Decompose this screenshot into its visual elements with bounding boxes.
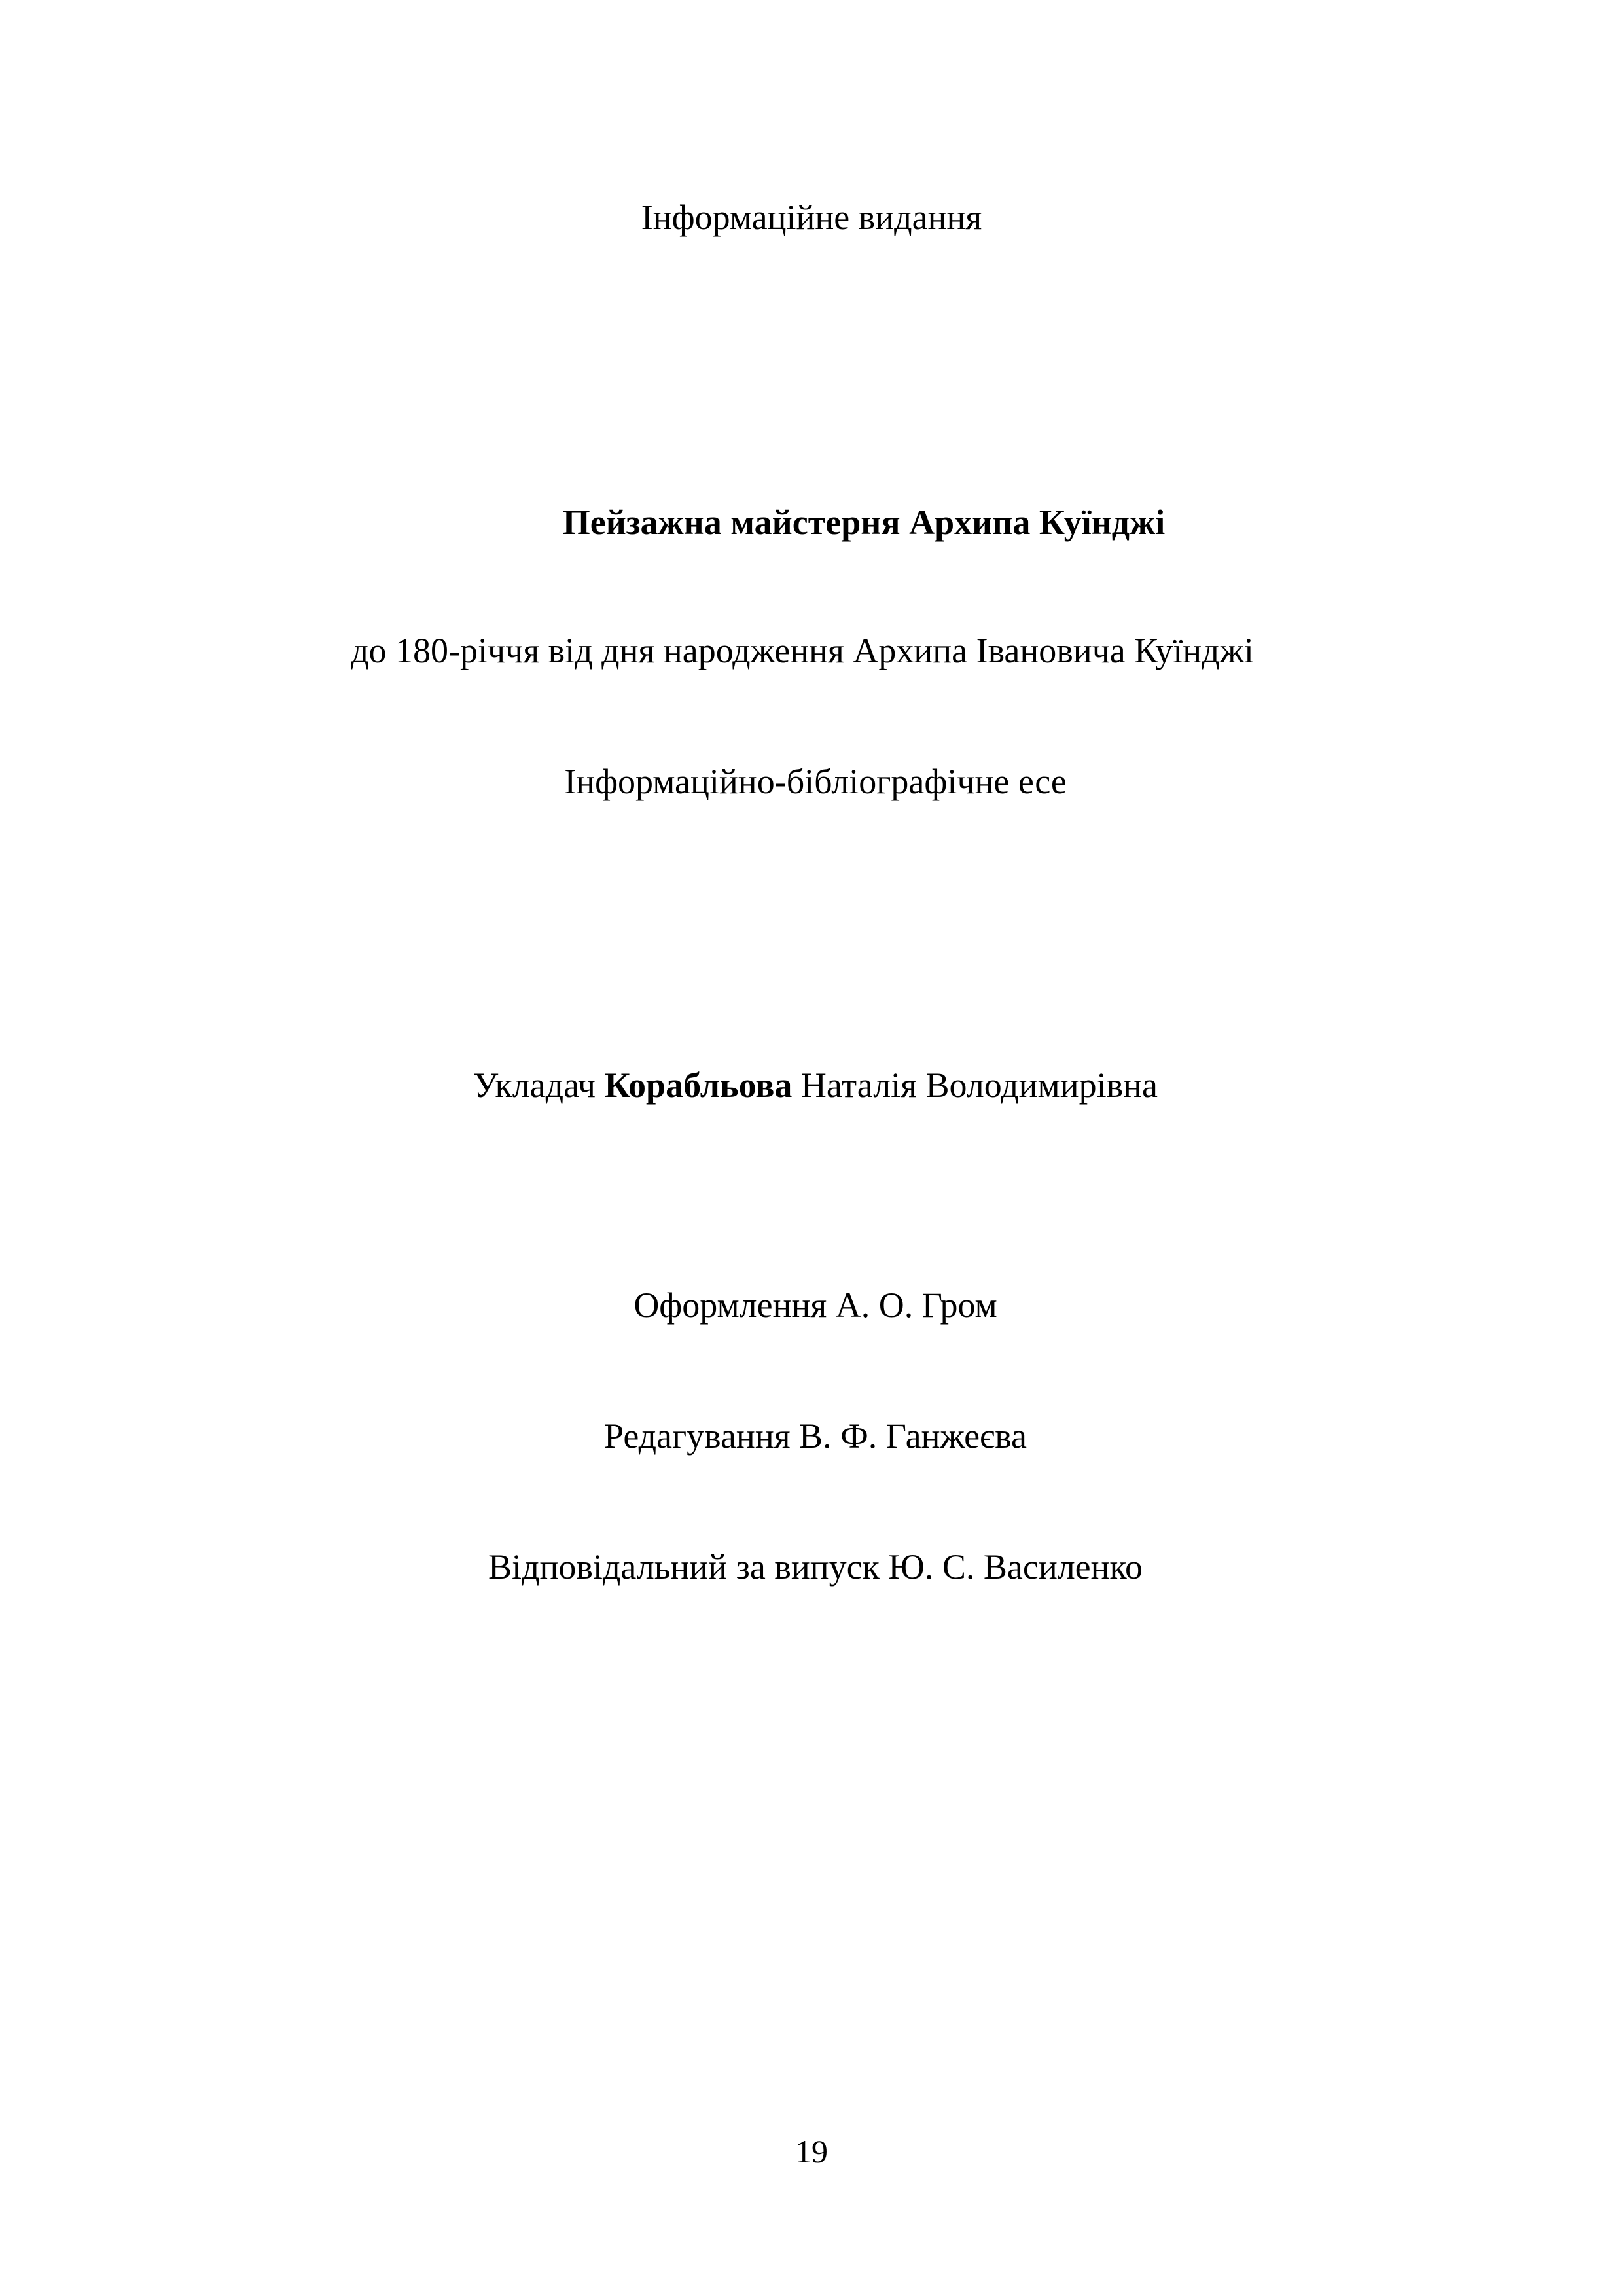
compiler-surname: Корабльова [604, 1066, 793, 1105]
design-credit: Оформлення А. О. Гром [633, 1285, 997, 1325]
publication-type: Інформаційне видання [641, 198, 982, 237]
editing-credit: Редагування В. Ф. Ганжеєва [604, 1416, 1027, 1456]
page-number: 19 [795, 2133, 828, 2170]
dedication-line: до 180-річчя від дня народження Архипа Івановича Куїнджі [351, 631, 1254, 670]
responsible-credit: Відповідальний за випуск Ю. С. Василенко [488, 1547, 1143, 1587]
compiler-role: Укладач [473, 1066, 596, 1105]
compiler-given-names: Наталія Володимирівна [800, 1066, 1158, 1105]
genre-line: Інформаційно-бібліографічне есе [564, 762, 1067, 801]
document-title: Пейзажна майстерня Архипа Куїнджі [562, 503, 1166, 542]
compiler-line [4, 1064, 1623, 1106]
